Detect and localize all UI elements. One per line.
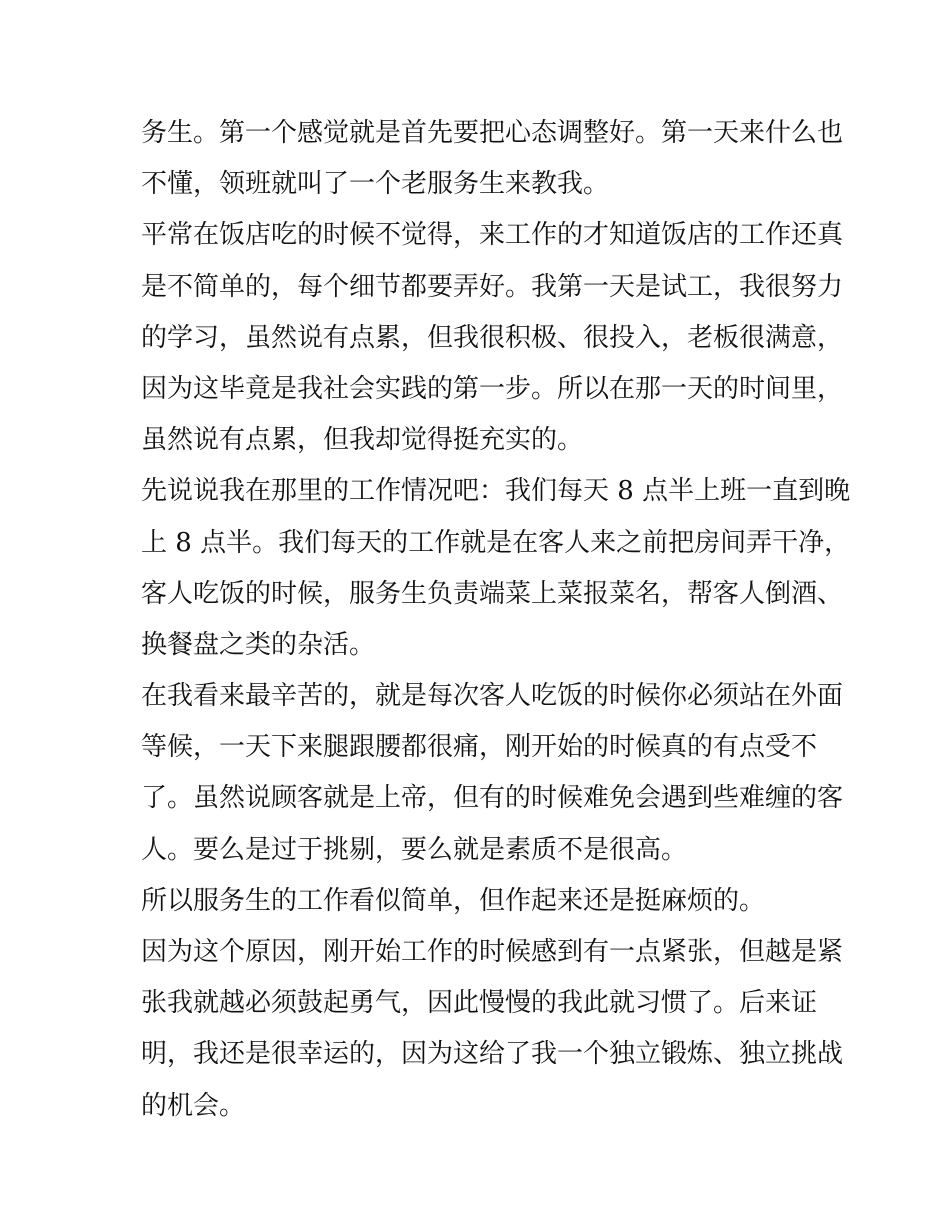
text-line: 在我看来最辛苦的，就是每次客人吃饭的时候你必须站在外面	[141, 681, 844, 712]
text-line: 所以服务生的工作看似简单，但作起来还是挺麻烦的。	[141, 885, 766, 916]
text-line: 的机会。	[141, 1090, 246, 1121]
text-line: 先说说我在那里的工作情况吧：我们每天 8 点半上班一直到晚	[141, 476, 851, 507]
text-line: 张我就越必须鼓起勇气，因此慢慢的我此就习惯了。后来证	[141, 988, 818, 1019]
text-line: 换餐盘之类的杂活。	[141, 629, 376, 660]
text-line: 人。要么是过于挑剔，要么就是素质不是很高。	[141, 834, 688, 865]
text-line: 客人吃饭的时候，服务生负责端菜上菜报菜名，帮客人倒酒、	[141, 578, 844, 609]
text-line: 等候，一天下来腿跟腰都很痛，刚开始的时候真的有点受不	[141, 732, 818, 763]
text-line: 了。虽然说顾客就是上帝，但有的时候难免会遇到些难缠的客	[141, 783, 844, 814]
text-line: 平常在饭店吃的时候不觉得，来工作的才知道饭店的工作还真	[141, 220, 844, 251]
text-line: 因为这个原因，刚开始工作的时候感到有一点紧张，但越是紧	[141, 937, 844, 967]
text-line: 是不简单的，每个细节都要弄好。我第一天是试工，我很努力	[141, 271, 844, 302]
text-line: 不懂，领班就叫了一个老服务生来教我。	[141, 169, 610, 200]
text-line: 上 8 点半。我们每天的工作就是在客人来之前把房间弄干净，	[141, 527, 851, 558]
text-line: 因为这毕竟是我社会实践的第一步。所以在那一天的时间里，	[141, 373, 844, 404]
body-text	[141, 108, 851, 1132]
text-line: 的学习，虽然说有点累，但我很积极、很投入，老板很满意，	[141, 322, 844, 353]
text-line: 明，我还是很幸运的，因为这给了我一个独立锻炼、独立挑战	[141, 1039, 844, 1070]
text-line: 务生。第一个感觉就是首先要把心态调整好。第一天来什么也	[141, 118, 844, 148]
text-line: 虽然说有点累，但我却觉得挺充实的。	[141, 425, 584, 456]
